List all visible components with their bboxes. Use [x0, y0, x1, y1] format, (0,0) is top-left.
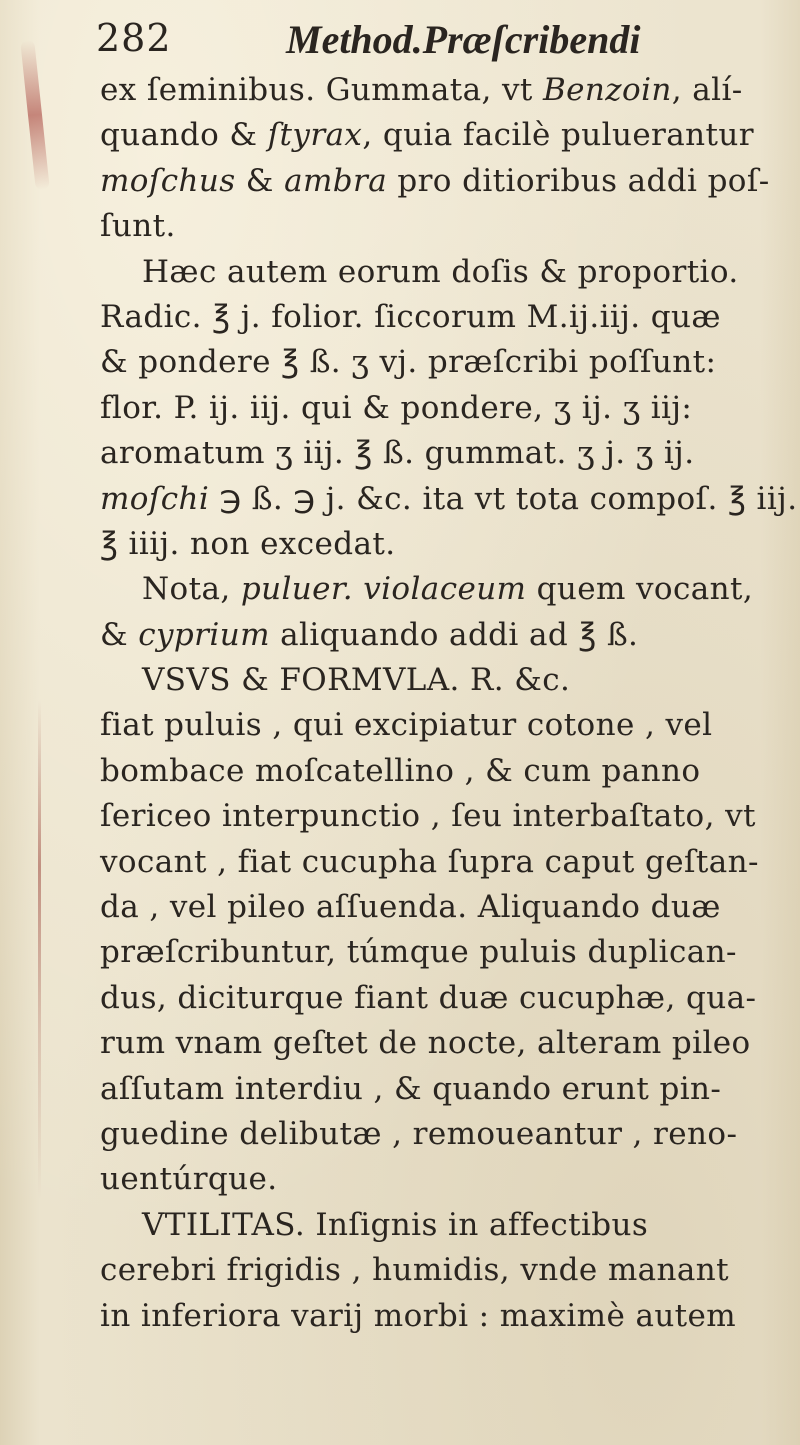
text-run: aſſutam interdiu , & quando erunt pin-	[100, 1070, 722, 1107]
text-run: pro ditioribus addi poſ-	[387, 162, 770, 199]
text-line	[100, 159, 790, 204]
text-run: &	[100, 616, 139, 653]
text-run: guedine delibutæ , remoueantur , reno-	[100, 1115, 738, 1152]
text-line	[100, 431, 790, 476]
italic-term: moſchi	[100, 480, 210, 517]
text-line	[100, 295, 790, 340]
text-run: Radic. ℥ j. folior. ſiccorum M.ij.iij. quæ	[100, 298, 721, 335]
text-run: fiat puluis , qui excipiatur cotone , vel	[100, 707, 713, 744]
text-line	[100, 658, 790, 703]
text-run: da , vel pileo aſſuenda. Aliquando duæ	[100, 889, 721, 926]
margin-ink-stain	[20, 40, 50, 191]
text-line	[100, 703, 790, 748]
text-line	[100, 749, 790, 794]
body-text	[100, 68, 798, 1339]
text-line	[100, 1157, 790, 1202]
text-line	[100, 386, 790, 431]
text-run: Nota,	[142, 571, 241, 608]
text-line	[100, 522, 790, 567]
italic-term: ſtyrax	[267, 117, 363, 154]
text-line	[100, 1112, 790, 1157]
text-run: vocant , fiat cucupha ſupra caput geſtan-	[100, 843, 759, 880]
text-run: , alí-	[671, 72, 743, 108]
text-run: ſunt.	[100, 208, 176, 245]
margin-ink-line	[38, 700, 41, 1200]
text-run: ſericeo interpunctio , ſeu interbaſtato, vt	[100, 798, 756, 835]
text-line	[100, 113, 790, 158]
text-run: bombace moſcatellino , & cum panno	[100, 752, 701, 789]
page-number: 282	[96, 16, 172, 60]
text-run: rum vnam geſtet de nocte, alteram pileo	[100, 1025, 751, 1062]
text-run: Hæc autem eorum doſis & proportio.	[142, 253, 739, 290]
text-line	[100, 1021, 790, 1066]
text-run: flor. P. ij. iij. qui & pondere, ʒ ij. ʒ iij:	[100, 389, 693, 426]
text-run: cerebri frigidis , humidis, vnde manant	[100, 1252, 729, 1289]
italic-term: puluer. violaceum	[240, 571, 527, 608]
text-run: præſcribuntur, túmque puluis duplican-	[100, 934, 737, 971]
page-header	[96, 12, 776, 72]
text-line	[100, 204, 790, 249]
text-run: & pondere ℥ ß. ʒ vj. præſcribi poſſunt:	[100, 344, 717, 381]
text-line	[100, 567, 790, 612]
text-run: aliquando addi ad ℥ ß.	[269, 616, 639, 653]
text-run: ℥ iiij. non excedat.	[100, 525, 396, 562]
italic-term: moſchus	[100, 162, 236, 199]
text-line	[100, 840, 790, 885]
text-run: dus, diciturque fiant duæ cucuphæ, qua-	[100, 979, 757, 1016]
text-run: quando &	[100, 117, 268, 154]
text-run: ex ſeminibus. Gummata, vt	[100, 72, 543, 108]
text-line	[100, 1203, 790, 1248]
text-run: quem vocant,	[526, 571, 754, 608]
text-run: VSVS & FORMVLA. R. &c.	[142, 662, 571, 699]
text-run: aromatum ʒ iij. ℥ ß. gummat. ʒ j. ʒ ij.	[100, 435, 695, 472]
text-run: uentúrque.	[100, 1161, 278, 1198]
text-line	[100, 1067, 790, 1112]
italic-term: ambra	[284, 162, 388, 199]
text-line	[100, 794, 790, 839]
text-run: in inferiora varij morbi : maximè autem	[100, 1297, 737, 1334]
italic-term: cyprium	[138, 616, 270, 653]
running-title: Method.Præſcribendi	[286, 17, 641, 62]
text-run: &	[235, 162, 285, 199]
text-line	[100, 885, 790, 930]
italic-term: Benzoin	[543, 72, 672, 108]
text-line	[100, 613, 790, 658]
text-line	[100, 976, 790, 1021]
text-line	[100, 340, 790, 385]
text-line	[100, 68, 790, 113]
text-line	[100, 930, 790, 975]
text-line	[100, 1248, 790, 1293]
text-line	[100, 477, 798, 522]
text-run: ℈ ß. ℈ j. &c. ita vt tota compoſ. ℥ iij.	[209, 480, 798, 517]
text-run: , quia facilè puluerantur	[362, 117, 754, 154]
text-line	[100, 1294, 790, 1339]
text-line	[100, 250, 790, 295]
text-run: VTILITAS. Inſignis in affectibus	[142, 1206, 649, 1243]
